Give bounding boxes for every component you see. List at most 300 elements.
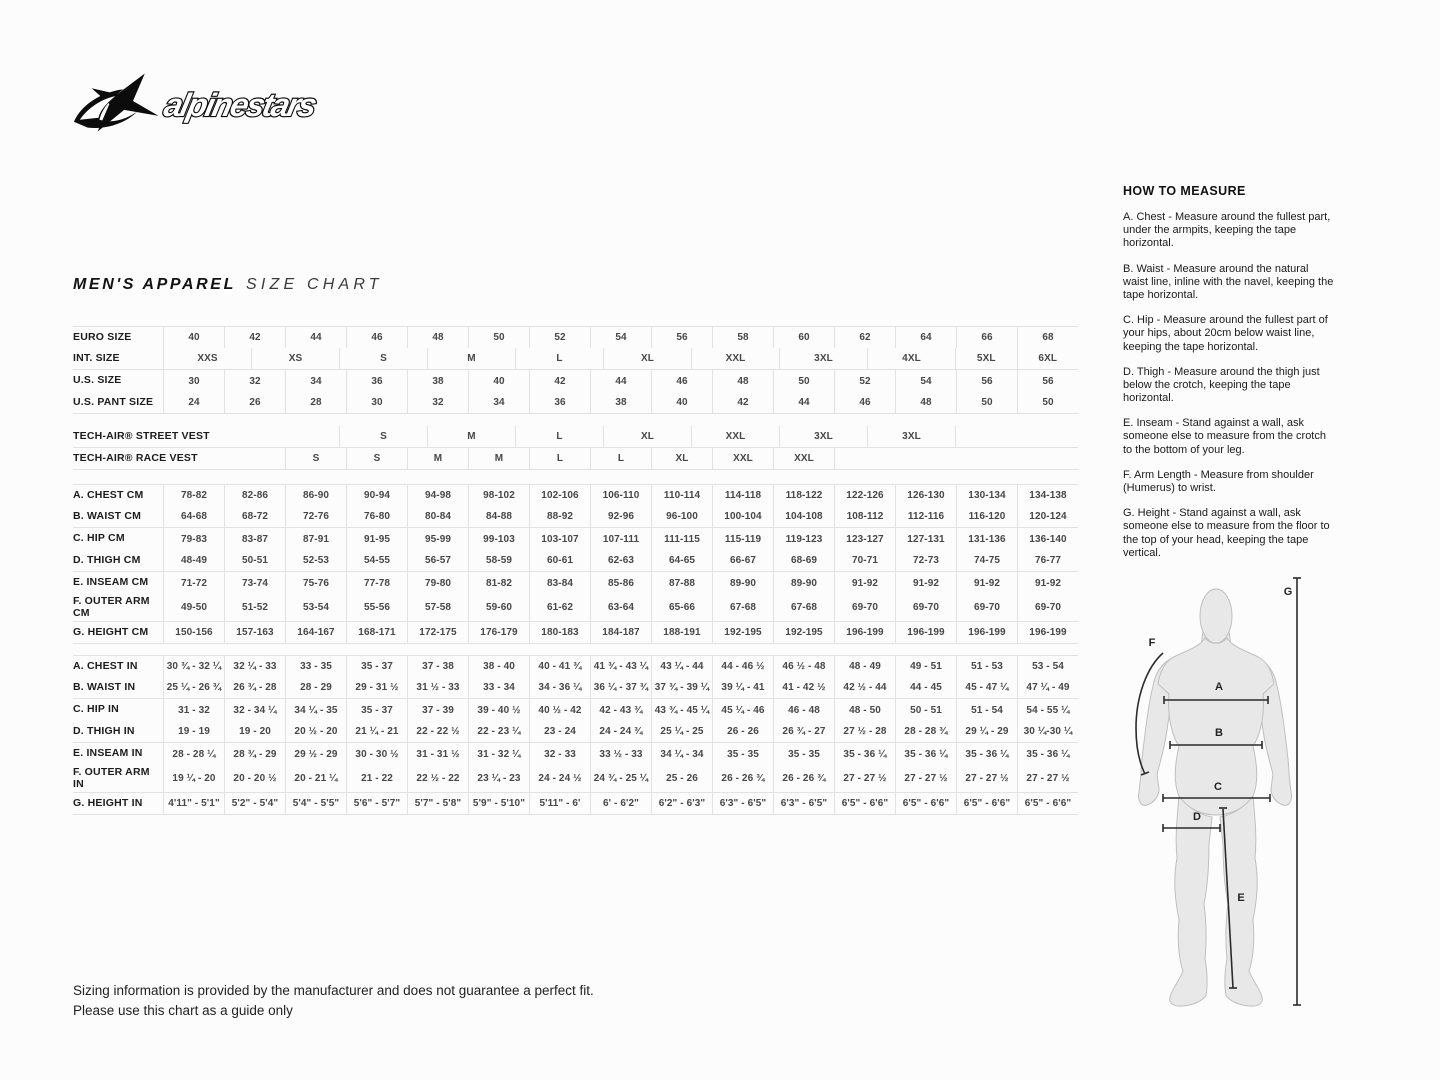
table-cell: 6XL	[1017, 348, 1079, 369]
table-cell: 35 - 36 ¼	[895, 743, 956, 765]
table-cell: XL	[603, 348, 691, 369]
table-cell: 35 - 35	[773, 743, 834, 765]
table-cell: 134-138	[1017, 485, 1078, 506]
table-cell: 164-167	[285, 622, 346, 643]
table-cell: 56	[1017, 370, 1078, 392]
table-cell: 33 - 34	[468, 677, 529, 698]
table-cell: 4'11" - 5'1"	[163, 793, 224, 814]
table-cell: 136-140	[1017, 528, 1078, 550]
table-cell: M	[427, 348, 515, 369]
table-cell: 25 ¼ - 25	[651, 721, 712, 742]
table-cell: 26 ¾ - 27	[773, 721, 834, 742]
table-cell: 29 ¼ - 29	[956, 721, 1017, 742]
table-cell: 19 ¼ - 20	[163, 765, 224, 792]
table-cell: 66-67	[712, 550, 773, 571]
table-cell	[251, 426, 339, 447]
row-label-chest-in: A. CHEST IN	[73, 659, 138, 672]
table-cell: 30 ¼-30 ¼	[1017, 721, 1078, 742]
table-row-hip-in	[73, 699, 1078, 721]
alpinestars-wordmark: alpinestars	[160, 86, 319, 123]
table-cell: 123-127	[834, 528, 895, 550]
table-cell: 115-119	[712, 528, 773, 550]
table-cell: 31 - 31 ½	[407, 743, 468, 765]
table-cell: 69-70	[834, 594, 895, 621]
table-cell: 196-199	[1017, 622, 1078, 643]
table-cell: XL	[603, 426, 691, 447]
table-cell: 90-94	[346, 485, 407, 506]
measure-instruction: B. Waist - Measure around the natural waist line, inline with the navel, keeping the tape horizontal.	[1123, 262, 1334, 301]
table-cell: 28 - 28 ¼	[163, 743, 224, 765]
table-cell: 96-100	[651, 506, 712, 527]
table-cell: 49-50	[163, 594, 224, 621]
row-label-tech-air-race-vest: TECH-AIR® RACE VEST	[73, 451, 198, 464]
table-cell: 35 - 36 ¼	[1017, 743, 1078, 765]
table-cell: 30	[346, 392, 407, 413]
table-cell: 6'3" - 6'5"	[712, 793, 773, 814]
table-cell: 64-68	[163, 506, 224, 527]
table-cell: 24 ¾ - 25 ¼	[590, 765, 651, 792]
row-label-thigh-cm: D. THIGH CM	[73, 553, 141, 566]
table-cell: 66	[956, 327, 1017, 348]
table-cell: 63-64	[590, 594, 651, 621]
table-cell: 42 - 43 ¾	[590, 699, 651, 721]
table-cell: 48	[407, 327, 468, 348]
table-cell: 26 - 26 ¾	[773, 765, 834, 792]
table-cell: 99-103	[468, 528, 529, 550]
table-cell: 40	[163, 327, 224, 348]
table-cell: 48 - 49	[834, 656, 895, 677]
table-cell: XXL	[691, 348, 779, 369]
table-cell: 157-163	[224, 622, 285, 643]
table-cell: 30	[163, 370, 224, 392]
table-cell: 6'3" - 6'5"	[773, 793, 834, 814]
table-cell: 74-75	[956, 550, 1017, 571]
table-cell: 50	[1017, 392, 1078, 413]
table-cell: 83-84	[529, 572, 590, 594]
table-cell: 36	[346, 370, 407, 392]
table-cell: 87-91	[285, 528, 346, 550]
table-cell: 94-98	[407, 485, 468, 506]
table-cell: 67-68	[773, 594, 834, 621]
table-cell: 5'9" - 5'10"	[468, 793, 529, 814]
table-cell: 176-179	[468, 622, 529, 643]
row-label-outer-arm-cm: F. OUTER ARM CM	[73, 595, 150, 619]
table-cell: 32	[407, 392, 468, 413]
table-cell: 80-84	[407, 506, 468, 527]
table-cell: 72-73	[895, 550, 956, 571]
table-cell: 126-130	[895, 485, 956, 506]
row-label-int-size: INT. SIZE	[73, 351, 120, 364]
table-cell: 106-110	[590, 485, 651, 506]
how-to-measure-panel	[1123, 184, 1335, 572]
table-cell: 53 - 54	[1017, 656, 1078, 677]
table-cell: 69-70	[956, 594, 1017, 621]
table-row-outer-arm-in	[73, 765, 1078, 793]
table-cell: 20 - 21 ¼	[285, 765, 346, 792]
table-cell: 27 ½ - 28	[834, 721, 895, 742]
table-cell: 34 ¼ - 34	[651, 743, 712, 765]
table-cell: 95-99	[407, 528, 468, 550]
table-cell: 21 - 22	[346, 765, 407, 792]
row-label-height-in: G. HEIGHT IN	[73, 796, 143, 809]
table-cell: 26	[224, 392, 285, 413]
size-table	[73, 326, 1078, 815]
table-cell: 48	[712, 370, 773, 392]
page-title-light: SIZE CHART	[245, 276, 383, 293]
table-cell: 196-199	[834, 622, 895, 643]
table-cell: 51 - 53	[956, 656, 1017, 677]
table-cell: 196-199	[895, 622, 956, 643]
table-cell: 100-104	[712, 506, 773, 527]
table-cell: 26 ¾ - 28	[224, 677, 285, 698]
table-cell	[1017, 448, 1078, 469]
table-cell: 112-116	[895, 506, 956, 527]
table-cell: 19 - 19	[163, 721, 224, 742]
table-cell: 89-90	[712, 572, 773, 594]
table-cell: 91-92	[895, 572, 956, 594]
table-row-us-size	[73, 370, 1078, 392]
table-cell: 83-87	[224, 528, 285, 550]
table-cell: 22 ½ - 22	[407, 765, 468, 792]
table-cell: 37 - 39	[407, 699, 468, 721]
table-cell: 46	[651, 370, 712, 392]
table-cell: 88-92	[529, 506, 590, 527]
table-cell: 38	[590, 392, 651, 413]
table-cell: 34 ¼ - 35	[285, 699, 346, 721]
table-cell: 34 - 36 ¼	[529, 677, 590, 698]
table-cell: 35 - 36 ¼	[956, 743, 1017, 765]
table-cell: 44	[773, 392, 834, 413]
table-cell: 32	[224, 370, 285, 392]
table-cell: 34	[468, 392, 529, 413]
table-cell: 60-61	[529, 550, 590, 571]
measure-instruction: G. Height - Stand against a wall, ask someone else to measure from the floor to the top of your head, keeping the tape vertical.	[1123, 507, 1330, 559]
table-cell: 71-72	[163, 572, 224, 594]
table-cell: 23 ¼ - 23	[468, 765, 529, 792]
row-label-hip-cm: C. HIP CM	[73, 532, 125, 545]
table-cell: 28	[285, 392, 346, 413]
table-cell: 31 - 32	[163, 699, 224, 721]
table-cell: 91-92	[1017, 572, 1078, 594]
table-cell: 27 - 27 ½	[956, 765, 1017, 792]
table-cell: 32 - 33	[529, 743, 590, 765]
table-cell: 180-183	[529, 622, 590, 643]
table-cell: 26 - 26	[712, 721, 773, 742]
table-cell: 58	[712, 327, 773, 348]
measure-instruction: D. Thigh - Measure around the thigh just below the crotch, keeping the tape horizontal.	[1123, 365, 1320, 405]
table-cell: XS	[251, 348, 339, 369]
table-cell: XXL	[691, 426, 779, 447]
table-cell: 35 - 37	[346, 699, 407, 721]
table-cell: 25 - 26	[651, 765, 712, 792]
table-row-tech-air-race-vest	[73, 448, 1078, 470]
table-cell: 33 - 35	[285, 656, 346, 677]
table-cell: 27 - 27 ½	[1017, 765, 1078, 792]
table-cell: 65-66	[651, 594, 712, 621]
table-cell: 107-111	[590, 528, 651, 550]
table-cell: 39 - 40 ½	[468, 699, 529, 721]
table-cell: 50	[468, 327, 529, 348]
table-cell: 79-83	[163, 528, 224, 550]
row-label-hip-in: C. HIP IN	[73, 703, 119, 716]
table-cell: 25 ¼ - 26 ¾	[163, 677, 224, 698]
table-row-height-cm	[73, 622, 1078, 644]
table-cell: 30 - 30 ½	[346, 743, 407, 765]
table-cell: 85-86	[590, 572, 651, 594]
table-cell: 60	[773, 327, 834, 348]
table-cell: 196-199	[956, 622, 1017, 643]
table-cell: 26 - 26 ¾	[712, 765, 773, 792]
table-cell: 40	[468, 370, 529, 392]
table-cell: 118-122	[773, 485, 834, 506]
table-cell: 77-78	[346, 572, 407, 594]
footer-note	[73, 981, 594, 1020]
table-cell: 84-88	[468, 506, 529, 527]
table-cell: 27 - 27 ½	[834, 765, 895, 792]
table-cell: 32 ¼ - 33	[224, 656, 285, 677]
table-cell: 36 ¼ - 37 ¾	[590, 677, 651, 698]
table-cell: 43 ¾ - 45 ¼	[651, 699, 712, 721]
table-cell: 31 - 32 ¼	[468, 743, 529, 765]
row-label-height-cm: G. HEIGHT CM	[73, 625, 149, 638]
table-cell: 4XL	[867, 348, 955, 369]
table-cell: 28 ¾ - 29	[224, 743, 285, 765]
table-cell: 40 ½ - 42	[529, 699, 590, 721]
table-cell: 50	[956, 392, 1017, 413]
table-cell: 91-95	[346, 528, 407, 550]
row-label-waist-in: B. WAIST IN	[73, 680, 136, 693]
figure-label-a: A	[1215, 681, 1223, 693]
table-cell: 42	[529, 370, 590, 392]
table-cell: 46 ½ - 48	[773, 656, 834, 677]
table-cell: 6' - 6'2"	[590, 793, 651, 814]
table-cell: 44	[285, 327, 346, 348]
table-cell: 22 - 22 ½	[407, 721, 468, 742]
table-cell: 5'2" - 5'4"	[224, 793, 285, 814]
table-cell	[1017, 426, 1079, 447]
table-cell: L	[529, 448, 590, 469]
figure-label-c: C	[1214, 781, 1222, 793]
table-cell: 98-102	[468, 485, 529, 506]
table-cell: 37 ¾ - 39 ¼	[651, 677, 712, 698]
table-cell: 59-60	[468, 594, 529, 621]
table-cell: 68-69	[773, 550, 834, 571]
table-cell: 62-63	[590, 550, 651, 571]
figure-label-d: D	[1193, 811, 1201, 823]
table-cell: 89-90	[773, 572, 834, 594]
table-cell: 172-175	[407, 622, 468, 643]
table-cell: M	[468, 448, 529, 469]
table-cell: 35 - 36 ¼	[834, 743, 895, 765]
table-cell: 54	[590, 327, 651, 348]
table-cell: 21 ¼ - 21	[346, 721, 407, 742]
table-cell: 35 - 35	[712, 743, 773, 765]
table-cell: S	[339, 348, 427, 369]
table-cell: 6'5" - 6'6"	[895, 793, 956, 814]
table-cell: 33 ½ - 33	[590, 743, 651, 765]
table-cell: M	[407, 448, 468, 469]
table-cell: 86-90	[285, 485, 346, 506]
table-row-outer-arm-cm	[73, 594, 1078, 622]
table-cell: 49 - 51	[895, 656, 956, 677]
table-cell: 28 - 29	[285, 677, 346, 698]
figure-label-f: F	[1148, 637, 1156, 649]
table-cell: 19 - 20	[224, 721, 285, 742]
table-cell: L	[515, 426, 603, 447]
table-cell: XXL	[712, 448, 773, 469]
table-cell: 56	[956, 370, 1017, 392]
table-cell: 91-92	[956, 572, 1017, 594]
table-cell: 5'6" - 5'7"	[346, 793, 407, 814]
table-cell: 87-88	[651, 572, 712, 594]
table-cell: 70-71	[834, 550, 895, 571]
table-cell: 42	[712, 392, 773, 413]
table-cell: 52	[529, 327, 590, 348]
table-cell: 6'5" - 6'6"	[834, 793, 895, 814]
table-cell: 188-191	[651, 622, 712, 643]
table-cell: 46	[346, 327, 407, 348]
table-cell: S	[339, 426, 427, 447]
table-cell: 3XL	[779, 348, 867, 369]
table-cell: 30 ¾ - 32 ¼	[163, 656, 224, 677]
table-cell: 61-62	[529, 594, 590, 621]
table-cell: 38 - 40	[468, 656, 529, 677]
row-label-us-pant-size: U.S. PANT SIZE	[73, 395, 154, 408]
table-cell: 52	[834, 370, 895, 392]
table-cell	[895, 448, 956, 469]
table-cell: 91-92	[834, 572, 895, 594]
table-cell: 27 - 27 ½	[895, 765, 956, 792]
row-label-inseam-cm: E. INSEAM CM	[73, 576, 149, 589]
alpinestars-star-icon	[74, 73, 159, 131]
measurement-figure	[1108, 568, 1308, 1018]
table-cell: 192-195	[712, 622, 773, 643]
table-cell: 64	[895, 327, 956, 348]
table-cell: 6'5" - 6'6"	[1017, 793, 1078, 814]
table-cell: XXL	[773, 448, 834, 469]
table-cell: 6'5" - 6'6"	[956, 793, 1017, 814]
table-cell: 130-134	[956, 485, 1017, 506]
table-cell: 79-80	[407, 572, 468, 594]
table-cell: 51 - 54	[956, 699, 1017, 721]
table-cell: 44	[590, 370, 651, 392]
table-row-waist-in	[73, 677, 1078, 699]
table-cell: 104-108	[773, 506, 834, 527]
row-label-tech-air-street-vest: TECH-AIR® STREET VEST	[73, 429, 210, 442]
table-cell: 92-96	[590, 506, 651, 527]
table-row-inseam-in	[73, 743, 1078, 765]
table-cell: 192-195	[773, 622, 834, 643]
table-cell: 64-65	[651, 550, 712, 571]
table-cell: 48-49	[163, 550, 224, 571]
table-cell: 122-126	[834, 485, 895, 506]
table-cell: 50-51	[224, 550, 285, 571]
table-cell: 48 - 50	[834, 699, 895, 721]
table-cell: 35 - 37	[346, 656, 407, 677]
table-row-inseam-cm	[73, 572, 1078, 594]
figure-label-b: B	[1215, 727, 1223, 739]
table-cell	[955, 426, 1017, 447]
table-cell: 38	[407, 370, 468, 392]
table-cell: S	[285, 448, 346, 469]
table-cell: 81-82	[468, 572, 529, 594]
table-cell: 43 ¼ - 44	[651, 656, 712, 677]
table-cell: 45 ¼ - 46	[712, 699, 773, 721]
row-label-us-size: U.S. SIZE	[73, 374, 122, 387]
table-cell: 67-68	[712, 594, 773, 621]
table-row-euro-size	[73, 326, 1078, 348]
table-cell: 39 ¼ - 41	[712, 677, 773, 698]
table-cell: 53-54	[285, 594, 346, 621]
table-cell: L	[515, 348, 603, 369]
table-cell: 103-107	[529, 528, 590, 550]
table-cell: 32 - 34 ¼	[224, 699, 285, 721]
table-cell: 31 ½ - 33	[407, 677, 468, 698]
table-cell: 24 - 24 ¾	[590, 721, 651, 742]
table-cell: 3XL	[867, 426, 955, 447]
table-cell: 119-123	[773, 528, 834, 550]
table-cell: 72-76	[285, 506, 346, 527]
table-cell: 24	[163, 392, 224, 413]
table-cell: 52-53	[285, 550, 346, 571]
table-cell: 48	[895, 392, 956, 413]
table-cell: 116-120	[956, 506, 1017, 527]
table-cell: 76-80	[346, 506, 407, 527]
table-cell: 78-82	[163, 485, 224, 506]
footer-line-1: Sizing information is provided by the manufacturer and does not guarantee a perfect fit.	[73, 983, 594, 998]
table-cell: 20 ½ - 20	[285, 721, 346, 742]
table-cell: 114-118	[712, 485, 773, 506]
table-row-waist-cm	[73, 506, 1078, 528]
table-cell: 54 - 55 ¼	[1017, 699, 1078, 721]
table-cell: L	[590, 448, 651, 469]
table-cell: S	[346, 448, 407, 469]
table-row-chest-in	[73, 655, 1078, 677]
measure-instruction: F. Arm Length - Measure from shoulder (Humerus) to wrist.	[1123, 468, 1314, 494]
table-cell: 22 - 23 ¼	[468, 721, 529, 742]
table-cell: XXS	[163, 348, 251, 369]
table-row-tech-air-street-vest	[73, 426, 1078, 448]
table-row-hip-cm	[73, 528, 1078, 550]
table-cell: 41 - 42 ½	[773, 677, 834, 698]
footer-line-2: Please use this chart as a guide only	[73, 1002, 293, 1018]
table-cell: XL	[651, 448, 712, 469]
table-cell: 54-55	[346, 550, 407, 571]
table-cell: 73-74	[224, 572, 285, 594]
table-cell: 45 - 47 ¼	[956, 677, 1017, 698]
table-cell: 29 - 31 ½	[346, 677, 407, 698]
alpinestars-logo	[68, 72, 324, 138]
table-cell	[224, 448, 285, 469]
figure-label-e: E	[1237, 892, 1245, 904]
table-cell: 46	[834, 392, 895, 413]
table-cell: 55-56	[346, 594, 407, 621]
table-cell: M	[427, 426, 515, 447]
page-title	[73, 276, 383, 294]
table-cell: 102-106	[529, 485, 590, 506]
table-cell: 50	[773, 370, 834, 392]
measure-instruction: E. Inseam - Stand against a wall, ask someone else to measure from the crotch to the bottom of your leg.	[1123, 417, 1326, 456]
table-cell: 54	[895, 370, 956, 392]
table-cell: 120-124	[1017, 506, 1078, 527]
table-cell: 168-171	[346, 622, 407, 643]
table-cell: 40	[651, 392, 712, 413]
table-cell: 110-114	[651, 485, 712, 506]
table-cell: 37 - 38	[407, 656, 468, 677]
table-cell: 3XL	[779, 426, 867, 447]
table-cell: 58-59	[468, 550, 529, 571]
row-label-chest-cm: A. CHEST CM	[73, 488, 144, 501]
